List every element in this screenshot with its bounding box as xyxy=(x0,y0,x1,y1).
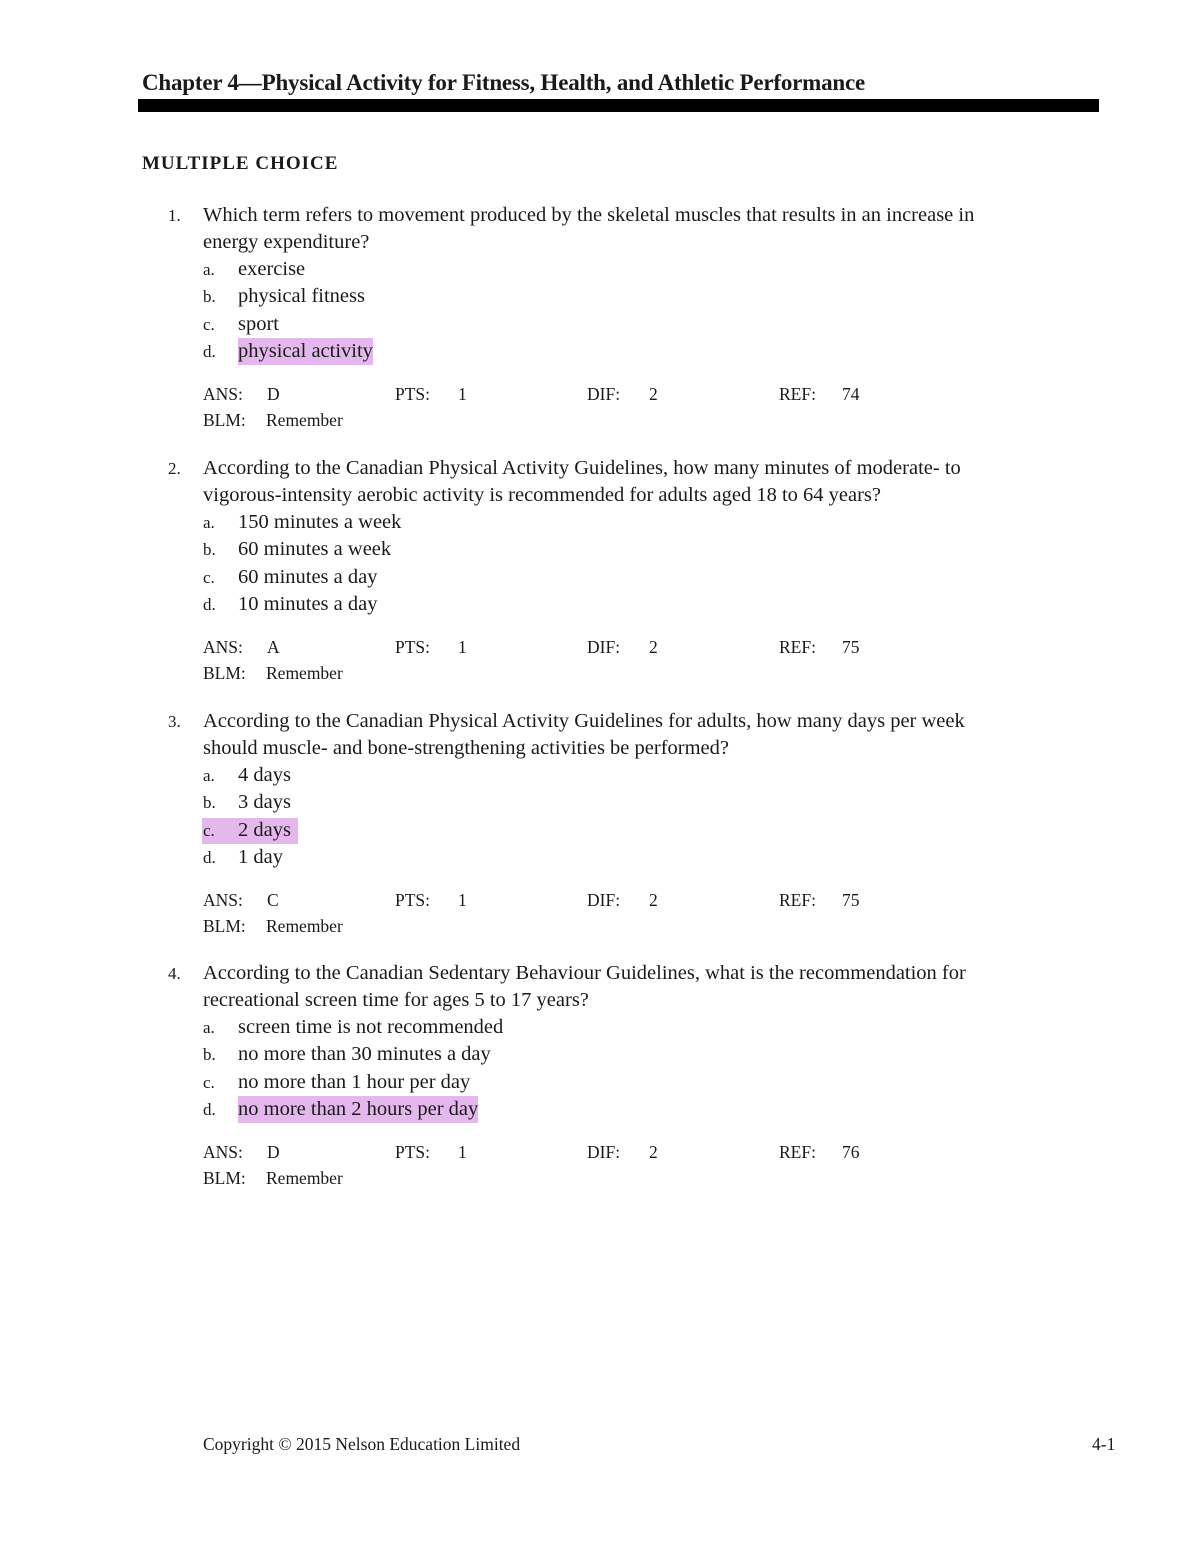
question-2 xyxy=(168,455,1098,686)
dif-value: 2 xyxy=(649,384,658,405)
ref-value: 74 xyxy=(842,384,860,405)
question-number: 3. xyxy=(168,712,181,731)
blm-row xyxy=(168,1165,1098,1191)
choice-text: 3 days xyxy=(238,791,291,814)
section-heading: MULTIPLE CHOICE xyxy=(142,153,339,174)
choice-letter: a. xyxy=(203,513,215,532)
choice-letter: c. xyxy=(203,567,215,587)
choice-letter: b. xyxy=(203,287,216,307)
choice-text: 1 day xyxy=(238,845,283,868)
choice-d xyxy=(168,1096,1098,1123)
blm-value: Remember xyxy=(266,663,343,684)
title-rule xyxy=(138,99,1099,112)
ref-label: REF: xyxy=(779,384,816,405)
question-text: According to the Canadian Physical Activity Guidelines, how many minutes of moderate- to xyxy=(203,457,961,479)
ref-value: 76 xyxy=(842,1142,860,1163)
choice-c xyxy=(168,817,1098,844)
blm-value: Remember xyxy=(266,916,343,937)
ans-value: A xyxy=(267,637,280,658)
question-line xyxy=(168,735,1098,762)
question-text: According to the Canadian Physical Activity Guidelines for adults, how many days per week xyxy=(203,710,965,732)
choice-letter: c. xyxy=(203,820,215,840)
choice-letter: a. xyxy=(203,260,215,279)
question-number: 4. xyxy=(168,964,181,983)
question-text: recreational screen time for ages 5 to 17 years? xyxy=(203,989,589,1011)
choice-text: no more than 1 hour per day xyxy=(238,1070,471,1093)
pts-value: 1 xyxy=(458,1142,467,1163)
choice-text: exercise xyxy=(238,258,306,280)
blm-label: BLM: xyxy=(203,663,246,684)
choice-a xyxy=(168,509,1098,536)
choice-c xyxy=(168,1069,1098,1096)
choice-letter: c. xyxy=(203,1072,215,1092)
ref-value: 75 xyxy=(842,637,860,658)
question-line xyxy=(168,482,1098,509)
choice-letter: d. xyxy=(203,594,216,614)
question-text: vigorous-intensity aerobic activity is recommended for adults aged 18 to 64 years? xyxy=(203,484,882,506)
choice-text: 150 minutes a week xyxy=(238,511,402,533)
ans-label: ANS: xyxy=(203,890,243,911)
choice-a xyxy=(168,1014,1098,1041)
choice-b xyxy=(168,1041,1098,1068)
dif-label: DIF: xyxy=(587,1142,621,1163)
choice-b xyxy=(168,789,1098,816)
choice-text: screen time is not recommended xyxy=(238,1016,504,1038)
choice-c xyxy=(168,311,1098,338)
choice-text: 60 minutes a day xyxy=(238,565,378,588)
choice-letter: d. xyxy=(203,341,216,361)
dif-label: DIF: xyxy=(587,890,621,911)
choice-b xyxy=(168,536,1098,563)
blm-label: BLM: xyxy=(203,1168,246,1189)
choice-letter: a. xyxy=(203,766,215,785)
choice-d xyxy=(168,591,1098,618)
answer-meta xyxy=(168,1139,1098,1165)
choice-letter: a. xyxy=(203,1018,215,1037)
blm-row xyxy=(168,913,1098,939)
choice-text: 4 days xyxy=(238,764,291,786)
question-4 xyxy=(168,960,1098,1191)
choice-letter: c. xyxy=(203,314,215,334)
choice-b xyxy=(168,283,1098,310)
question-3 xyxy=(168,708,1098,939)
question-line xyxy=(168,987,1098,1014)
question-line xyxy=(168,202,1098,229)
dif-value: 2 xyxy=(649,1142,658,1163)
question-text: should muscle- and bone-strengthening activities be performed? xyxy=(203,737,730,759)
ref-label: REF: xyxy=(779,1142,816,1163)
question-1 xyxy=(168,202,1098,433)
ans-value: D xyxy=(267,384,280,405)
choice-text-highlighted: no more than 2 hours per day xyxy=(238,1096,478,1123)
choice-text-highlighted: 2 days xyxy=(238,818,291,841)
answer-meta xyxy=(168,381,1098,407)
dif-value: 2 xyxy=(649,890,658,911)
ans-label: ANS: xyxy=(203,1142,243,1163)
choice-d xyxy=(168,338,1098,365)
choice-text: no more than 30 minutes a day xyxy=(238,1043,491,1066)
pts-label: PTS: xyxy=(395,1142,431,1163)
blm-row xyxy=(168,660,1098,686)
choice-d xyxy=(168,844,1098,871)
dif-value: 2 xyxy=(649,637,658,658)
choice-a xyxy=(168,762,1098,789)
ans-value: C xyxy=(267,890,279,911)
pts-label: PTS: xyxy=(395,890,431,911)
blm-label: BLM: xyxy=(203,410,246,431)
pts-value: 1 xyxy=(458,384,467,405)
choice-text: physical fitness xyxy=(238,285,365,308)
question-line xyxy=(168,708,1098,735)
question-number: 1. xyxy=(168,206,181,225)
answer-meta xyxy=(168,634,1098,660)
choice-c xyxy=(168,564,1098,591)
choice-text: 60 minutes a week xyxy=(238,538,392,561)
question-number: 2. xyxy=(168,459,181,478)
question-text: Which term refers to movement produced by the skeletal muscles that results in an increase in xyxy=(203,204,975,226)
blm-label: BLM: xyxy=(203,916,246,937)
dif-label: DIF: xyxy=(587,637,621,658)
blm-row xyxy=(168,407,1098,433)
pts-label: PTS: xyxy=(395,637,431,658)
choice-letter: b. xyxy=(203,793,216,813)
ref-value: 75 xyxy=(842,890,860,911)
question-text: energy expenditure? xyxy=(203,231,370,253)
footer-page-number: 4-1 xyxy=(1092,1434,1116,1454)
footer-copyright: Copyright © 2015 Nelson Education Limited xyxy=(203,1434,521,1454)
blm-value: Remember xyxy=(266,1168,343,1189)
ans-label: ANS: xyxy=(203,637,243,658)
ans-value: D xyxy=(267,1142,280,1163)
answer-meta xyxy=(168,887,1098,913)
pts-value: 1 xyxy=(458,890,467,911)
pts-label: PTS: xyxy=(395,384,431,405)
choice-text-highlighted: physical activity xyxy=(238,338,373,365)
question-text: According to the Canadian Sedentary Behaviour Guidelines, what is the recommendation for xyxy=(203,962,966,984)
dif-label: DIF: xyxy=(587,384,621,405)
question-line xyxy=(168,960,1098,987)
choice-text: 10 minutes a day xyxy=(238,592,378,615)
ans-label: ANS: xyxy=(203,384,243,405)
question-line xyxy=(168,455,1098,482)
pts-value: 1 xyxy=(458,637,467,658)
choice-letter: b. xyxy=(203,540,216,560)
choice-letter: d. xyxy=(203,847,216,867)
choice-a xyxy=(168,256,1098,283)
choice-letter: d. xyxy=(203,1099,216,1119)
ref-label: REF: xyxy=(779,637,816,658)
choice-text: sport xyxy=(238,312,279,335)
question-line xyxy=(168,229,1098,256)
blm-value: Remember xyxy=(266,410,343,431)
page-title: Chapter 4—Physical Activity for Fitness, Health, and Athletic Performance xyxy=(142,70,866,95)
ref-label: REF: xyxy=(779,890,816,911)
choice-letter: b. xyxy=(203,1045,216,1065)
